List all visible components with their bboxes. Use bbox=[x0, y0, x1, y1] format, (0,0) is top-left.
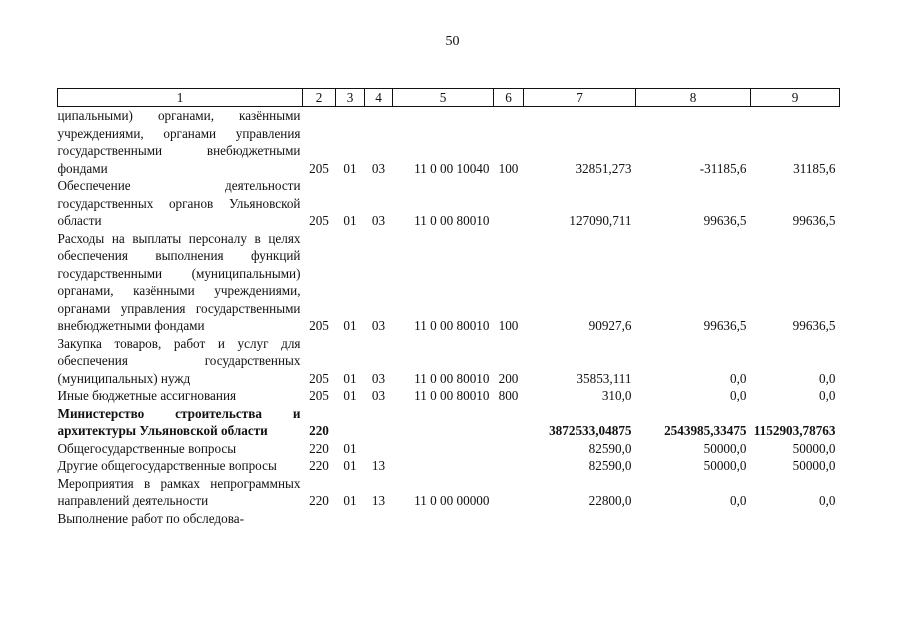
cell-target-article bbox=[393, 440, 494, 458]
header-col-4: 4 bbox=[365, 89, 393, 107]
cell-grbs: 220 bbox=[309, 458, 329, 473]
cell-section: 01 bbox=[343, 458, 357, 473]
table-row bbox=[58, 335, 840, 388]
cell-section bbox=[336, 510, 365, 528]
cell-target-article: 11 0 00 10040 bbox=[414, 160, 490, 176]
cell-expense-type: 100 bbox=[498, 160, 519, 176]
cell-expense-type bbox=[494, 405, 524, 440]
cell-amount-8: 50000,0 bbox=[703, 458, 747, 473]
cell-amount-9: 99636,5 bbox=[792, 318, 836, 333]
cell-target-article: 11 0 00 80010 bbox=[414, 370, 490, 386]
cell-amount-8: 0,0 bbox=[730, 370, 747, 386]
cell-amount-9: 99636,5 bbox=[792, 213, 836, 228]
cell-amount-9: 50000,0 bbox=[792, 440, 836, 456]
table-row bbox=[58, 440, 840, 458]
cell-section: 01 bbox=[343, 388, 357, 403]
cell-name: Общегосударственные вопросы bbox=[57, 440, 237, 456]
table-row bbox=[58, 475, 840, 510]
cell-amount-8: 99636,5 bbox=[703, 213, 747, 228]
cell-section bbox=[336, 405, 365, 440]
cell-amount-7 bbox=[524, 510, 636, 528]
cell-name: ципальными) органами, казёнными учреждениями, органами управления государственными внебюджетными фондами bbox=[57, 108, 301, 176]
cell-name: Иные бюджетные ассигнования bbox=[57, 388, 237, 403]
cell-amount-9: 31185,6 bbox=[793, 160, 836, 176]
cell-grbs: 205 bbox=[309, 213, 329, 228]
cell-name: Обеспечение деятельности государственных органов Ульяновской области bbox=[57, 178, 301, 228]
cell-amount-9: 1152903,78763 bbox=[753, 423, 836, 438]
cell-target-article bbox=[393, 405, 494, 440]
cell-grbs: 220 bbox=[309, 423, 329, 438]
cell-amount-7: 310,0 bbox=[601, 388, 632, 403]
cell-grbs: 220 bbox=[309, 493, 329, 508]
cell-target-article: 11 0 00 80010 bbox=[414, 318, 490, 333]
cell-amount-7: 127090,711 bbox=[569, 213, 632, 228]
cell-amount-7: 32851,273 bbox=[575, 160, 632, 176]
cell-amount-8: -31185,6 bbox=[699, 160, 747, 176]
cell-amount-9: 0,0 bbox=[819, 370, 836, 386]
header-row bbox=[58, 89, 840, 107]
cell-amount-8: 99636,5 bbox=[703, 318, 747, 333]
cell-name: Мероприятия в рамках непрограммных направлений деятельности bbox=[57, 475, 301, 508]
table-body bbox=[58, 107, 840, 528]
cell-target-article: 11 0 00 00000 bbox=[414, 493, 490, 508]
cell-amount-7: 35853,111 bbox=[576, 370, 632, 386]
cell-grbs: 205 bbox=[309, 318, 329, 333]
header-col-2: 2 bbox=[303, 89, 336, 107]
cell-section: 01 bbox=[343, 213, 357, 228]
table-row bbox=[58, 230, 840, 335]
cell-section: 01 bbox=[343, 318, 357, 333]
page-number: 50 bbox=[445, 34, 460, 49]
cell-expense-type: 800 bbox=[498, 388, 519, 403]
cell-section: 01 bbox=[343, 440, 357, 456]
table-header bbox=[58, 89, 840, 107]
cell-amount-7: 90927,6 bbox=[588, 318, 632, 333]
cell-expense-type bbox=[494, 177, 524, 230]
cell-amount-7: 22800,0 bbox=[588, 493, 632, 508]
table-row bbox=[58, 457, 840, 475]
cell-expense-type bbox=[494, 475, 524, 510]
cell-amount-7: 82590,0 bbox=[588, 458, 632, 473]
cell-amount-7: 82590,0 bbox=[588, 440, 632, 456]
table-row bbox=[58, 405, 840, 440]
cell-grbs: 205 bbox=[309, 370, 329, 386]
cell-subsection: 03 bbox=[371, 213, 386, 228]
cell-amount-9: 0,0 bbox=[819, 493, 836, 508]
table-row bbox=[58, 387, 840, 405]
header-col-5: 5 bbox=[393, 89, 494, 107]
table-row bbox=[58, 177, 840, 230]
header-col-3: 3 bbox=[336, 89, 365, 107]
cell-amount-9: 0,0 bbox=[819, 388, 836, 403]
cell-subsection: 03 bbox=[371, 388, 386, 403]
budget-table bbox=[57, 88, 840, 527]
cell-amount-8: 50000,0 bbox=[703, 440, 747, 456]
cell-grbs: 220 bbox=[309, 440, 329, 456]
cell-subsection bbox=[365, 440, 393, 458]
cell-expense-type bbox=[494, 510, 524, 528]
cell-name: Выполнение работ по обследова- bbox=[57, 510, 244, 526]
cell-section: 01 bbox=[343, 160, 357, 176]
cell-target-article: 11 0 00 80010 bbox=[414, 213, 490, 228]
cell-amount-7: 3872533,04875 bbox=[549, 423, 632, 438]
header-col-8: 8 bbox=[636, 89, 751, 107]
header-col-9: 9 bbox=[751, 89, 840, 107]
cell-target-article bbox=[393, 457, 494, 475]
cell-amount-9 bbox=[751, 510, 840, 528]
table-row bbox=[58, 510, 840, 528]
cell-subsection: 03 bbox=[371, 318, 386, 333]
header-col-7: 7 bbox=[524, 89, 636, 107]
cell-expense-type bbox=[494, 457, 524, 475]
cell-name: Министерство строительства и архитектуры Ульяновской области bbox=[57, 405, 301, 438]
cell-subsection: 13 bbox=[371, 493, 386, 508]
cell-amount-8 bbox=[636, 510, 751, 528]
table-row bbox=[58, 107, 840, 178]
cell-grbs bbox=[303, 510, 336, 528]
cell-grbs: 205 bbox=[309, 160, 329, 176]
header-col-6: 6 bbox=[494, 89, 524, 107]
cell-name: Закупка товаров, работ и услуг для обеспечения государственных (муниципальных) нужд bbox=[57, 335, 301, 386]
cell-name: Другие общегосударственные вопросы bbox=[57, 458, 277, 473]
cell-subsection: 13 bbox=[371, 458, 386, 473]
cell-amount-8: 2543985,33475 bbox=[664, 423, 747, 438]
cell-expense-type bbox=[494, 440, 524, 458]
header-col-1: 1 bbox=[58, 89, 303, 107]
cell-amount-8: 0,0 bbox=[730, 388, 747, 403]
cell-target-article: 11 0 00 80010 bbox=[414, 388, 490, 403]
cell-name: Расходы на выплаты персоналу в целях обеспечения выполнения функций государственными (муниципальными) органами, казёнными учреждениями, органами управления государственными внебюджетными фондами bbox=[57, 230, 301, 333]
cell-subsection bbox=[365, 510, 393, 528]
cell-amount-9: 50000,0 bbox=[792, 458, 836, 473]
cell-amount-8: 0,0 bbox=[730, 493, 747, 508]
cell-grbs: 205 bbox=[309, 388, 329, 403]
cell-section: 01 bbox=[343, 493, 357, 508]
cell-subsection bbox=[365, 405, 393, 440]
cell-subsection: 03 bbox=[371, 370, 386, 386]
cell-subsection: 03 bbox=[371, 160, 386, 176]
cell-target-article bbox=[393, 510, 494, 528]
cell-expense-type: 200 bbox=[498, 370, 519, 386]
cell-expense-type: 100 bbox=[498, 318, 519, 333]
cell-section: 01 bbox=[343, 370, 357, 386]
